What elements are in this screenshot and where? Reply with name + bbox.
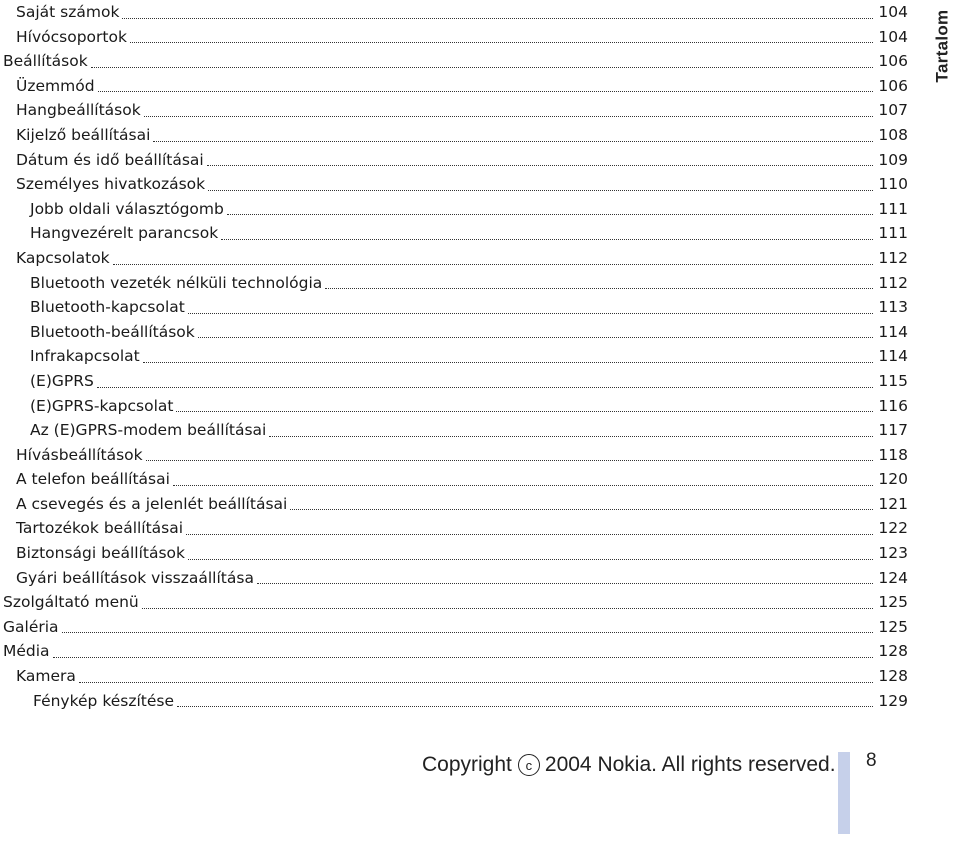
toc-entry-label: Galéria	[3, 617, 59, 636]
toc-entry-page: 106	[878, 76, 908, 95]
toc-entry-page: 118	[878, 445, 908, 464]
dot-leader	[186, 533, 873, 535]
dot-leader	[130, 41, 873, 43]
toc-entry-page: 128	[878, 642, 908, 661]
dot-leader	[53, 656, 873, 658]
toc-entry-page: 123	[878, 544, 908, 563]
toc-entry[interactable]	[3, 98, 908, 123]
toc-entry-label: Bluetooth-kapcsolat	[30, 298, 185, 317]
toc-entry-page: 125	[878, 617, 908, 636]
dot-leader	[144, 115, 873, 117]
toc-entry[interactable]	[3, 418, 908, 443]
dot-leader	[290, 508, 873, 510]
toc-entry-page: 107	[878, 101, 908, 120]
toc-entry-page: 124	[878, 568, 908, 587]
copyright-prefix: Copyright	[422, 753, 512, 776]
dot-leader	[153, 140, 873, 142]
toc-entry[interactable]	[3, 49, 908, 74]
toc-entry-page: 104	[878, 3, 908, 21]
toc-entry-page: 120	[878, 470, 908, 489]
toc-entry[interactable]	[3, 639, 908, 664]
toc-entry-label: (E)GPRS-kapcsolat	[30, 396, 174, 415]
toc-entry-label: (E)GPRS	[30, 371, 94, 390]
toc-entry-label: Hívásbeállítások	[16, 445, 143, 464]
toc-entry-page: 129	[878, 691, 908, 710]
toc-entry[interactable]	[3, 0, 908, 25]
toc-entry[interactable]	[3, 566, 908, 591]
toc-entry[interactable]	[3, 123, 908, 148]
toc-entry-label: Jobb oldali választógomb	[30, 199, 224, 218]
dot-leader	[198, 336, 873, 338]
toc-entry-label: Hangvezérelt parancsok	[30, 224, 219, 243]
toc-entry[interactable]	[3, 541, 908, 566]
toc-entry-page: 110	[878, 175, 908, 194]
toc-entry[interactable]	[3, 615, 908, 640]
dot-leader	[325, 287, 873, 289]
toc-entry-page: 108	[878, 125, 908, 144]
toc-entry-label: Beállítások	[3, 52, 88, 71]
toc-entry[interactable]	[3, 295, 908, 320]
toc-entry-label: Üzemmód	[16, 76, 95, 95]
dot-leader	[207, 164, 873, 166]
dot-leader	[122, 17, 873, 19]
toc-entry-page: 116	[878, 396, 908, 415]
toc-entry-label: Személyes hivatkozások	[16, 175, 206, 194]
dot-leader	[143, 361, 873, 363]
toc-entry[interactable]	[3, 246, 908, 271]
copyright-notice	[422, 748, 836, 782]
toc-entry-page: 128	[878, 667, 908, 686]
toc-entry-label: Hangbeállítások	[16, 101, 141, 120]
toc-entry-label: Kapcsolatok	[16, 248, 110, 267]
toc-entry-page: 113	[878, 298, 908, 317]
toc-entry-label: Bluetooth vezeték nélküli technológia	[30, 273, 323, 292]
toc-entry-page: 109	[878, 150, 908, 169]
dot-leader	[257, 582, 873, 584]
toc-entry-page: 117	[878, 421, 908, 440]
toc-entry[interactable]	[3, 221, 908, 246]
dot-leader	[91, 66, 873, 68]
toc-entry-page: 112	[878, 273, 908, 292]
toc-entry-page: 104	[878, 27, 908, 46]
toc-entry-page: 122	[878, 519, 908, 538]
dot-leader	[208, 189, 873, 191]
toc-entry-label: A csevegés és a jelenlét beállításai	[16, 494, 288, 513]
toc-entry[interactable]	[3, 172, 908, 197]
dot-leader	[227, 213, 873, 215]
dot-leader	[62, 631, 873, 633]
section-tab-label: Tartalom	[932, 9, 951, 83]
section-tab	[925, 6, 959, 86]
toc-entry-label: Dátum és idő beállításai	[16, 150, 204, 169]
toc-entry-page: 114	[878, 347, 908, 366]
toc-entry-label: Saját számok	[16, 3, 120, 21]
toc-entry-label: Hívócsoportok	[16, 27, 127, 46]
toc-entry[interactable]	[3, 344, 908, 369]
toc-entry[interactable]	[3, 492, 908, 517]
toc-entry-page: 111	[878, 224, 908, 243]
toc-entry[interactable]	[3, 467, 908, 492]
dot-leader	[188, 312, 873, 314]
toc-entry-label: Média	[3, 642, 50, 661]
toc-entry-label: Szolgáltató menü	[3, 593, 139, 612]
toc-entry-page: 111	[878, 199, 908, 218]
toc-entry-page: 112	[878, 248, 908, 267]
toc-entry-label: Kamera	[16, 667, 76, 686]
dot-leader	[221, 238, 873, 240]
dot-leader	[79, 681, 873, 683]
toc-entry[interactable]	[3, 197, 908, 222]
table-of-contents	[3, 0, 908, 713]
dot-leader	[113, 263, 873, 265]
dot-leader	[176, 410, 873, 412]
dot-leader	[173, 484, 873, 486]
copyright-suffix: 2004 Nokia. All rights reserved.	[544, 753, 836, 776]
toc-entry[interactable]	[3, 148, 908, 173]
dot-leader	[98, 90, 873, 92]
page-number: 8	[866, 750, 877, 771]
dot-leader	[188, 558, 873, 560]
toc-entry-label: Bluetooth-beállítások	[30, 322, 195, 341]
toc-entry[interactable]	[3, 394, 908, 419]
toc-entry-label: Infrakapcsolat	[30, 347, 140, 366]
toc-entry[interactable]	[3, 516, 908, 541]
toc-entry[interactable]	[3, 443, 908, 468]
toc-entry-page: 121	[878, 494, 908, 513]
toc-entry[interactable]	[3, 689, 908, 714]
page-accent-bar	[838, 752, 850, 834]
toc-entry[interactable]	[3, 664, 908, 689]
toc-entry[interactable]	[3, 74, 908, 99]
toc-entry-page: 125	[878, 593, 908, 612]
toc-entry[interactable]	[3, 590, 908, 615]
toc-entry-page: 114	[878, 322, 908, 341]
toc-entry-label: Az (E)GPRS-modem beállításai	[30, 421, 267, 440]
toc-entry[interactable]	[3, 25, 908, 50]
dot-leader	[269, 435, 873, 437]
dot-leader	[97, 386, 873, 388]
toc-entry-page: 106	[878, 52, 908, 71]
toc-entry-label: Tartozékok beállításai	[16, 519, 184, 538]
toc-entry-label: Kijelző beállításai	[16, 125, 151, 144]
dot-leader	[177, 705, 873, 707]
toc-entry[interactable]	[3, 271, 908, 296]
dot-leader	[142, 607, 873, 609]
copyright-symbol-icon: c	[518, 754, 540, 776]
toc-entry-page: 115	[878, 371, 908, 390]
toc-entry-label: Fénykép készítése	[33, 691, 175, 710]
toc-entry[interactable]	[3, 320, 908, 345]
toc-entry-label: A telefon beállításai	[16, 470, 170, 489]
dot-leader	[146, 459, 873, 461]
toc-entry-label: Gyári beállítások visszaállítása	[16, 568, 254, 587]
toc-entry-label: Biztonsági beállítások	[16, 544, 186, 563]
toc-entry[interactable]	[3, 369, 908, 394]
